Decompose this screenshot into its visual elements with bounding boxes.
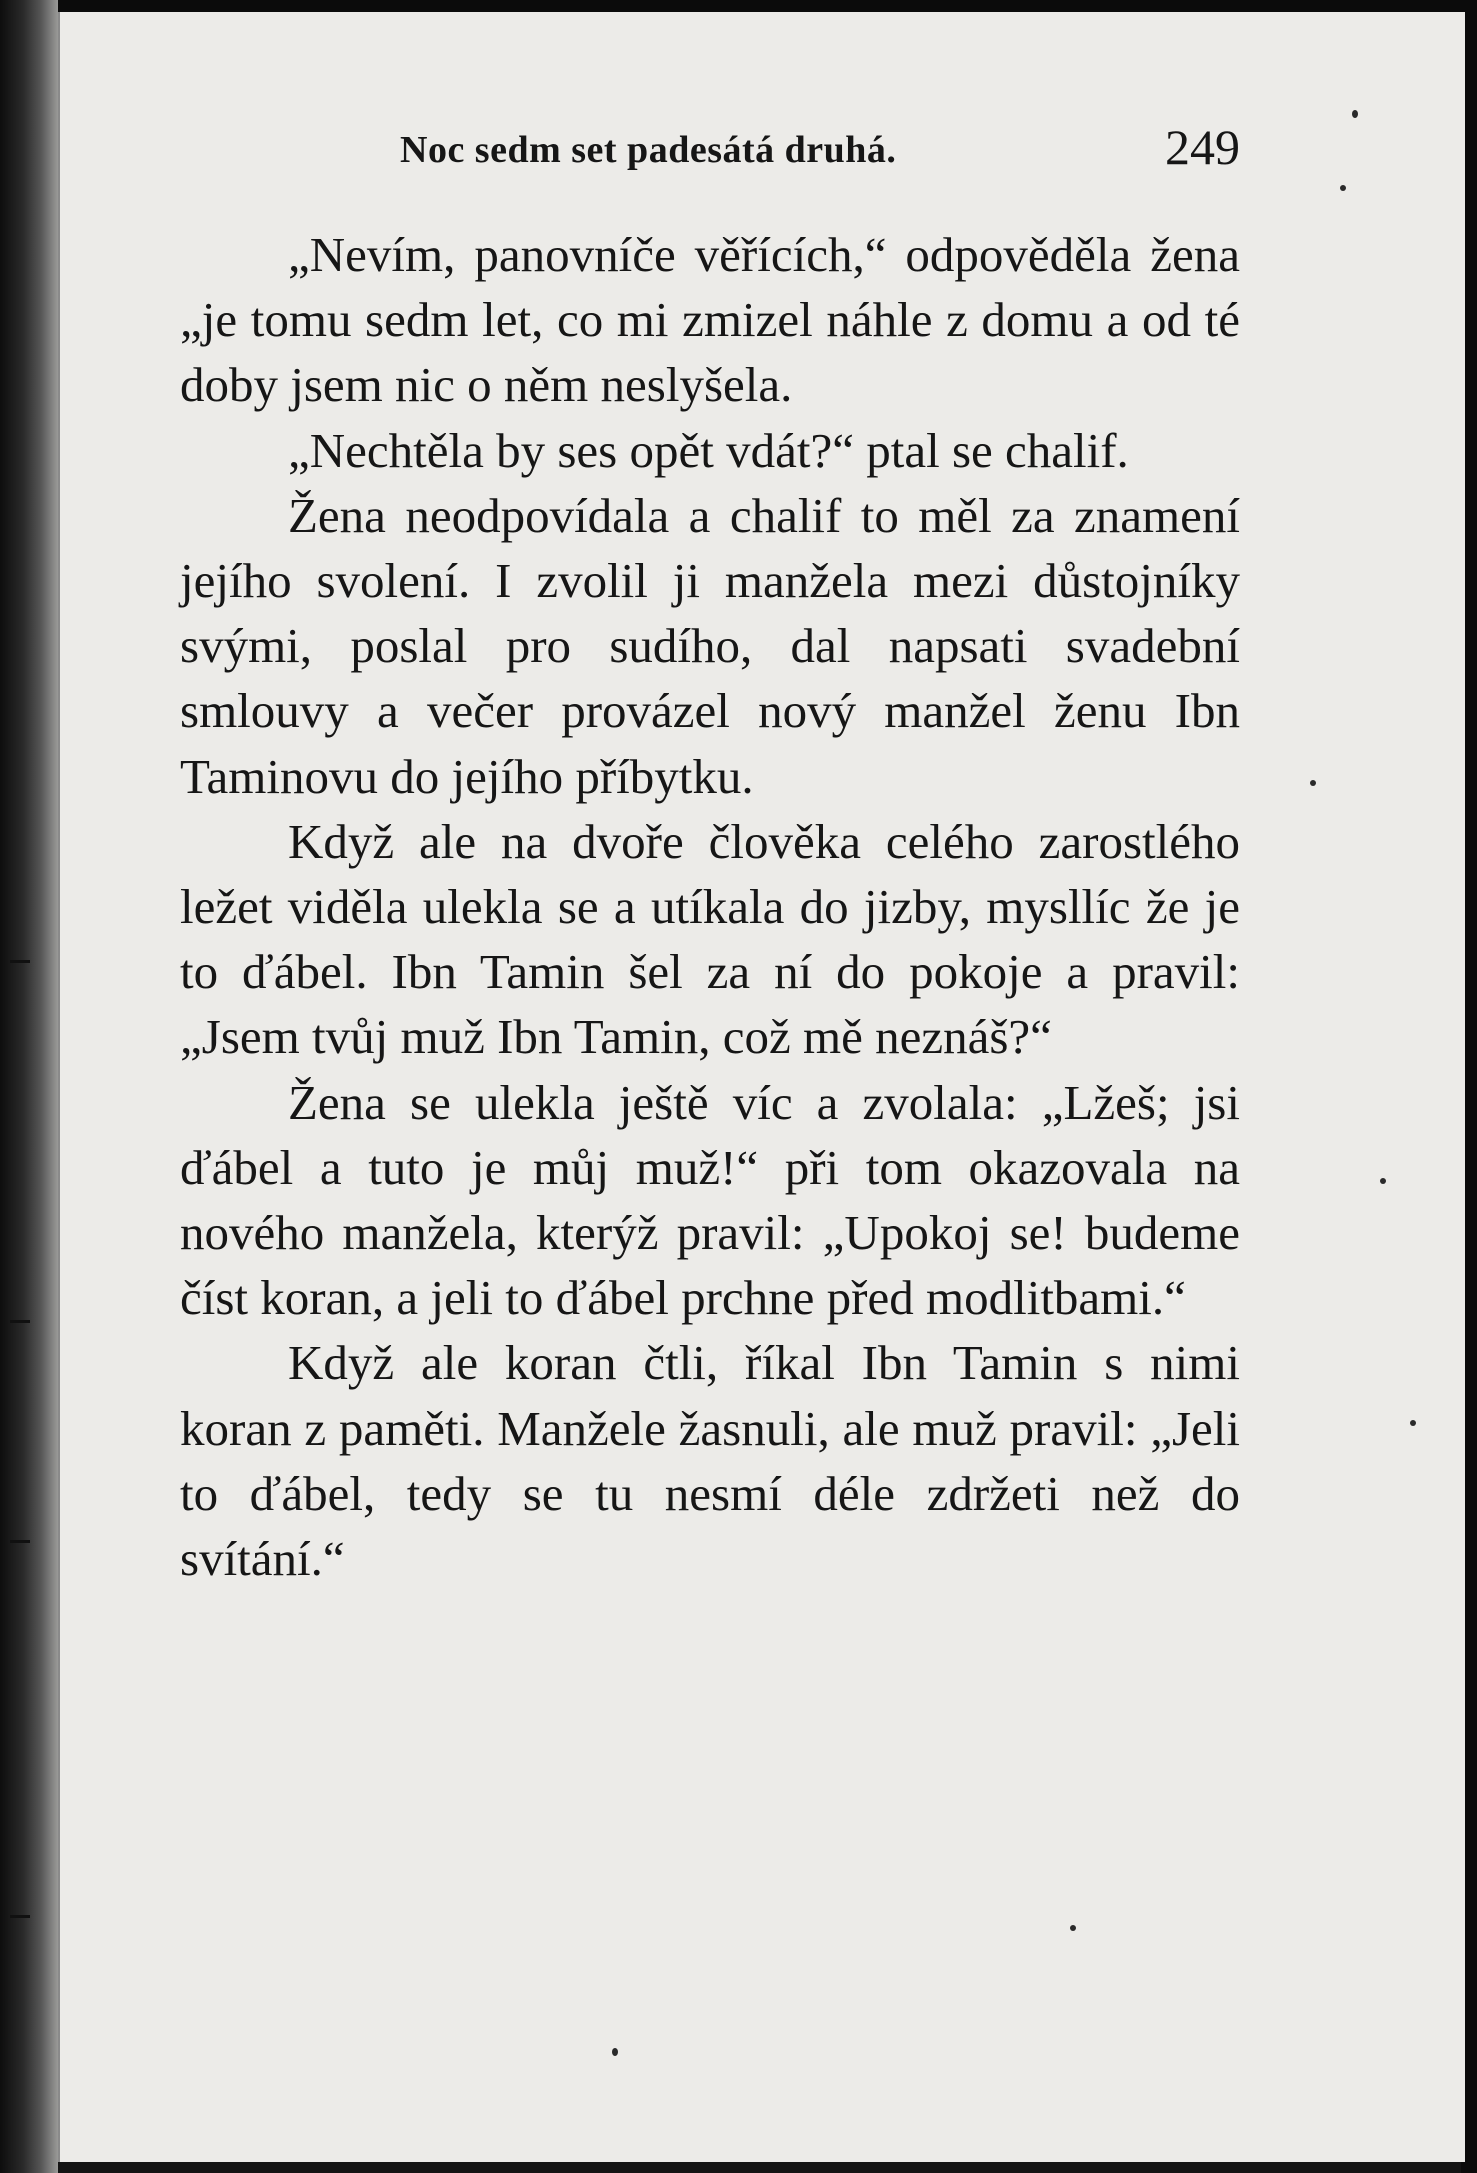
paragraph: Když ale na dvoře člověka celého zarostlého ležet viděla ulekla se a utíkala do jizby, mysllíc že je to ďábel. Ibn Tamin šel za ní do pokoje a pravil: „Jsem tvůj muž Ibn Tamin, což mě neznáš?“: [180, 813, 1240, 1065]
paragraph: „Nevím, panovníče věřících,“ odpověděla žena „je tomu sedm let, co mi zmizel náhle z domu a od té doby jsem nic o něm neslyšela.: [180, 227, 1240, 413]
spine-mark: [10, 1320, 30, 1323]
paper-speck: [1070, 1925, 1076, 1931]
paper-speck: [1340, 185, 1346, 191]
page-number: 249: [1165, 119, 1240, 175]
spine-mark: [10, 1915, 30, 1918]
page-header: [400, 118, 1240, 178]
paragraph: „Nechtěla by ses opět vdát?“ ptal se chalif.: [288, 422, 1129, 478]
page-body: [180, 222, 1240, 1591]
spine-mark: [10, 1540, 30, 1543]
paper-speck: [1410, 1420, 1416, 1426]
paragraph: Žena neodpovídala a chalif to měl za znamení jejího svolení. I zvolil ji manžela mezi důstojníky svými, poslal pro sudího, dal napsati svadební smlouvy a večer provázel nový manžel ženu Ibn Taminovu do jejího příbytku.: [180, 487, 1240, 804]
paragraph: Když ale koran čtli, říkal Ibn Tamin s nimi koran z paměti. Manžele žasnuli, ale muž pravil: „Jeli to ďábel, tedy se tu nesmí déle zdržeti než do svítání.“: [180, 1335, 1240, 1587]
running-head: Noc sedm set padesátá druhá.: [400, 129, 897, 171]
paper-speck: [612, 2048, 618, 2056]
paper-speck: [1380, 1178, 1386, 1184]
spine-mark: [10, 960, 30, 963]
scan-top-edge: [0, 0, 1477, 12]
paper-speck: [1352, 110, 1358, 118]
paper-speck: [1310, 780, 1316, 786]
book-spine: [0, 0, 58, 2173]
paragraph: Žena se ulekla ještě víc a zvolala: „Lžeš; jsi ďábel a tuto je můj muž!“ při tom okazovala na nového manžela, kterýž pravil: „Upokoj se! budeme číst koran, a jeli to ďábel prchne před modlitbami.“: [180, 1074, 1240, 1326]
